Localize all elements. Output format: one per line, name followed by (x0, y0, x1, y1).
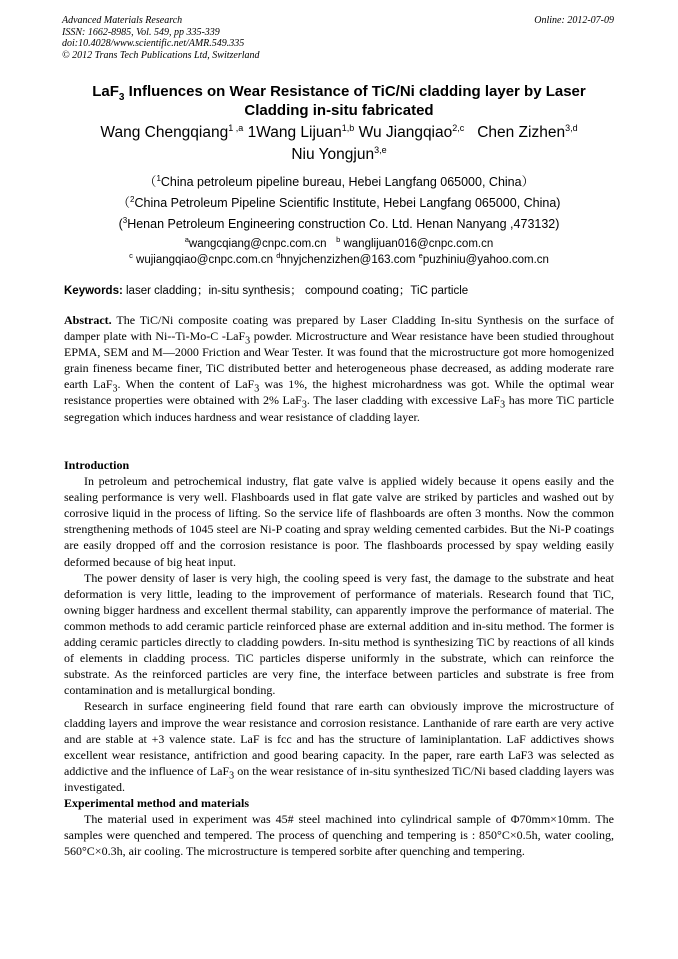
doi-line: doi:10.4028/www.scientific.net/AMR.549.335 (62, 38, 245, 49)
abstract-label: Abstract. (64, 313, 112, 327)
email-link[interactable]: wangcqiang@cnpc.com.cn (188, 238, 327, 250)
author: 1Wang Lijuan (247, 124, 342, 141)
paragraph: In petroleum and petrochemical industry, flat gate valve is applied widely because it opens easily and the sealing performance is very well. Flashboards used in flat gate valve are striked by particles and washed out by corrosive liquid in the process of lifting. So the service life of flashboards are often 3 months. Now the common strengthening methods of 1045 steel are Ni-P coating and spray welding cemented carbides. But the Ni-P coatings are easily dropped off and the corrosion resistance is poor. The flashboards processed by spay welding easily deformed because of big heat input. (64, 474, 614, 569)
email-link[interactable]: wujiangqiao@cnpc.com.cn (136, 254, 273, 266)
keywords (64, 284, 624, 298)
affiliation: ($^3$Henan Petroleum Engineering construction Co. Ltd. Henan Nanyang ,473132) (118, 215, 560, 231)
abstract: Abstract. The TiC/Ni composite coating was prepared by Laser Cladding In-situ Synthesis on the surface of damper plate with Ni--Ti-Mo-C -LaF$_3$ powder. Microstructure and Wear resistance have been studied throughout EPMA, SEM and M—2000 Friction and Wear Tester. It was found that the microstructure got more homogenized grain fineness became finer, TiC distributed better and heterogeneous phase decreased, as adding moderate rare earth LaF$_3$. When the content of LaF$_3$ was 1%, the highest microhardness was got. While the optimal wear resistance properties were obtained with 2% LaF$_3$. The laser cladding with excessive LaF$_3$ has more TiC particle segregation which induces hardness and wear resistance of cladding layer. (64, 313, 615, 424)
journal-header (62, 15, 260, 61)
affiliation: （$^2$China Petroleum Pipeline Scientific Institute, Hebei Langfang 065000, China) (117, 194, 561, 210)
paragraph: Research in surface engineering field found that rare earth can obviously improve the microstructure of cladding layers and improve the wear resistance and corrosion resistance. Lanthanide of rare earth are very active and are stable at +3 valence state. LaF is fcc and has the structure of laminiplantation. LaF addictives shows excellent wear resistance, antifriction and good bearing capacity. In the paper, rare earth LaF3 was selected as addictive and the influence of LaF$_3$ on the wear resistance of in-situ synthesized TiC/Ni based cladding layers was investigated. (64, 699, 614, 794)
author: Wang Chengqiang (100, 124, 229, 141)
issn-line: ISSN: 1662-8985, Vol. 549, pp 335-339 (62, 26, 220, 38)
section-heading: Experimental method and materials (64, 795, 249, 810)
email-list: $^a$wangcqiang@cnpc.com.cn $^b$ wanglijuan016@cnpc.com.cn $^c$ wujiangqiao@cnpc.com.cn $^d$hnyjchenzizhen@163.com $^e$puzhiniu@yahoo.com.cn (129, 235, 549, 266)
paragraph: The material used in experiment was 45# steel machined into cylindrical sample of Φ70mm×10mm. The samples were quenched and tempered. The process of quenching and tempering is : 850°C×0.5h, water cooling, 560°C×0.3h, air cooling. The microstructure is tempered sorbite after quenching and tempering. (64, 812, 614, 859)
copyright-line: © 2012 Trans Tech Publications Ltd, Switzerland (62, 49, 260, 61)
paper-title: LaF$_3$ Influences on Wear Resistance of TiC/Ni cladding layer by Laser Cladding in-situ fabricated (92, 83, 586, 119)
journal-name: Advanced Materials Research (62, 15, 183, 26)
keywords-label: Keywords: (64, 285, 123, 297)
online-date: Online: 2012-07-09 (534, 15, 614, 26)
paragraph: The power density of laser is very high, the cooling speed is very fast, the damage to the substrate and heat deformation is very little, leading to the improvement of performance of materials. Research found that TiC, owning bigger hardness and excellent thermal stability, can apparently improve the performance of material. The common methods to add ceramic particle reinforced phase are external addition and in-situ method. The former is adding ceramic particles directly to cladding powders. In-situ method is synthesizing TiC by reactions of all kinds of elements in cladding process. TiC particles disperse uniformly in the substrate, which can reinforce the substrate. As the reinforced particles are very fine, the interface between particles and substrate is free from contamination and is metallurgical bonding. (64, 570, 614, 698)
email-link[interactable]: wanglijuan016@cnpc.com.cn (343, 238, 494, 250)
email-link[interactable]: puzhiniu@yahoo.com.cn (422, 254, 549, 266)
keywords-text: laser cladding；in-situ synthesis； compound coating；TiC particle (122, 285, 469, 297)
section-heading: Introduction (64, 458, 130, 472)
affiliation: （$^1$China petroleum pipeline bureau, Hebei Langfang 065000, China） (143, 173, 535, 189)
introduction-section (64, 457, 614, 859)
author-list: Wang Chengqiang$^{1 ,a}$ 1Wang Lijuan$^{1,b}$ Wu Jiangqiao$^{2,c}$ Chen Zizhen$^{3,d}$ Niu Yongjun$^{3,e}$ (100, 122, 578, 163)
email-link[interactable]: hnyjchenzizhen@163.com (280, 254, 416, 266)
author: Chen Zizhen (477, 124, 566, 141)
author: Wu Jiangqiao (358, 124, 453, 141)
author: Niu Yongjun (291, 146, 375, 163)
